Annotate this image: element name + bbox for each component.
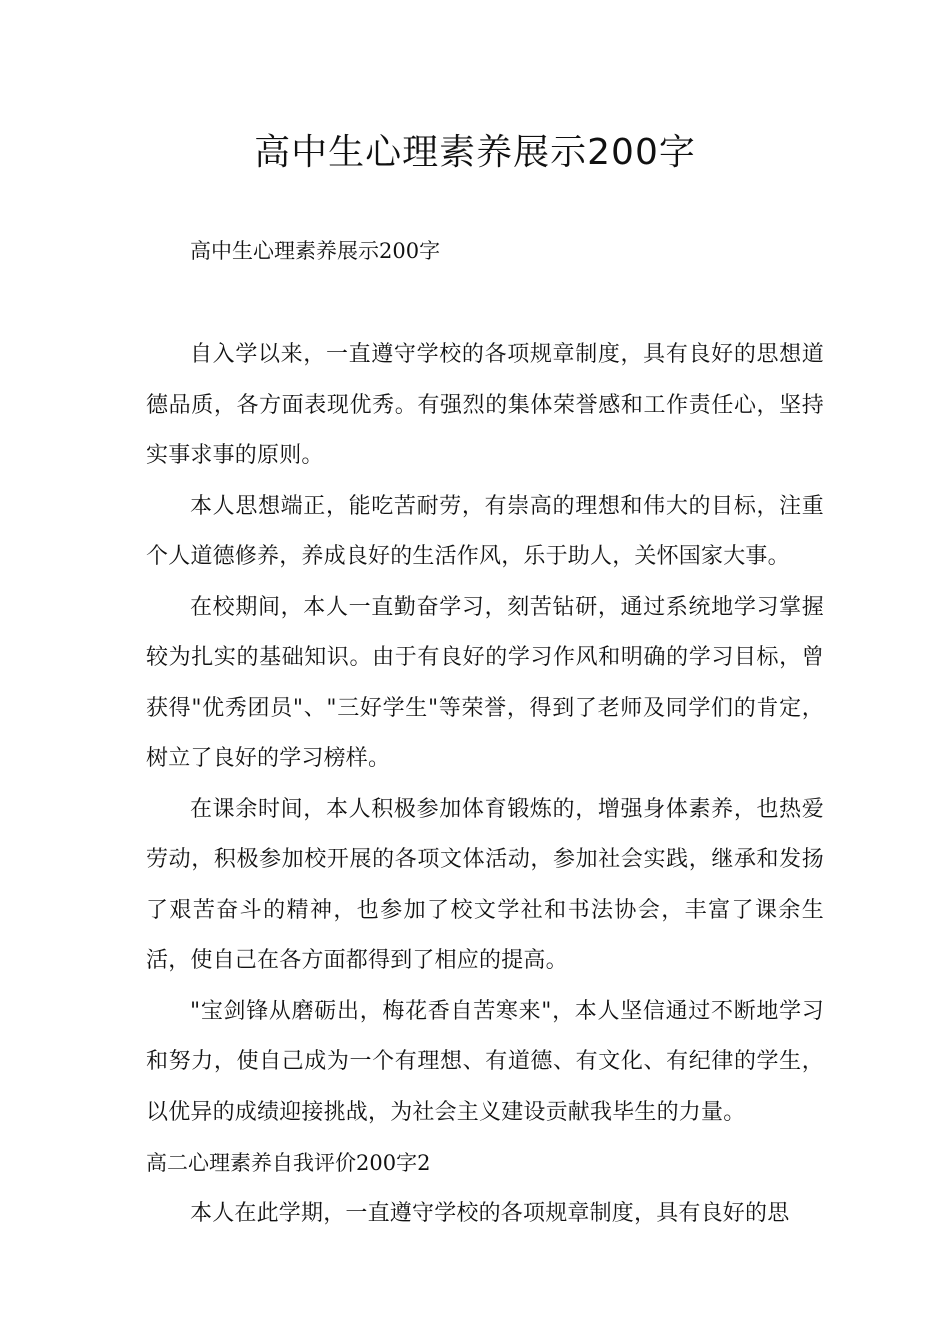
paragraph-1: 自入学以来，一直遵守学校的各项规章制度，具有良好的思想道德品质，各方面表现优秀。有强烈的集体荣誉感和工作责任心，坚持实事求事的原则。 (146, 342, 824, 468)
section-paragraph: 本人在此学期，一直遵守学校的各项规章制度，具有良好的思 (190, 1200, 790, 1226)
document-title: 高中生心理素养展示200字 (254, 132, 696, 173)
paragraph-2: 本人思想端正，能吃苦耐劳，有崇高的理想和伟大的目标，注重个人道德修养，养成良好的生活作风，乐于助人，关怀国家大事。 (146, 493, 824, 569)
paragraph-3: 在校期间，本人一直勤奋学习，刻苦钻研，通过系统地学习掌握较为扎实的基础知识。由于有良好的学习作风和明确的学习目标，曾获得"优秀团员"、"三好学生"等荣誉，得到了老师及同学们的肯定，树立了良好的学习榜样。 (146, 594, 824, 771)
document-body (146, 330, 824, 1239)
paragraph-4: 在课余时间，本人积极参加体育锻炼的，增强身体素养，也热爱劳动，积极参加校开展的各项文体活动，参加社会实践，继承和发扬了艰苦奋斗的精神，也参加了校文学社和书法协会，丰富了课余生活，使自己在各方面都得到了相应的提高。 (146, 796, 824, 973)
document-subtitle: 高中生心理素养展示200字 (190, 239, 441, 263)
paragraph-5: "宝剑锋从磨砺出，梅花香自苦寒来"，本人坚信通过不断地学习和努力，使自己成为一个有理想、有道德、有文化、有纪律的学生，以优异的成绩迎接挑战，为社会主义建设贡献我毕生的力量。 (146, 998, 824, 1125)
section-heading: 高二心理素养自我评价200字2 (146, 1151, 431, 1175)
